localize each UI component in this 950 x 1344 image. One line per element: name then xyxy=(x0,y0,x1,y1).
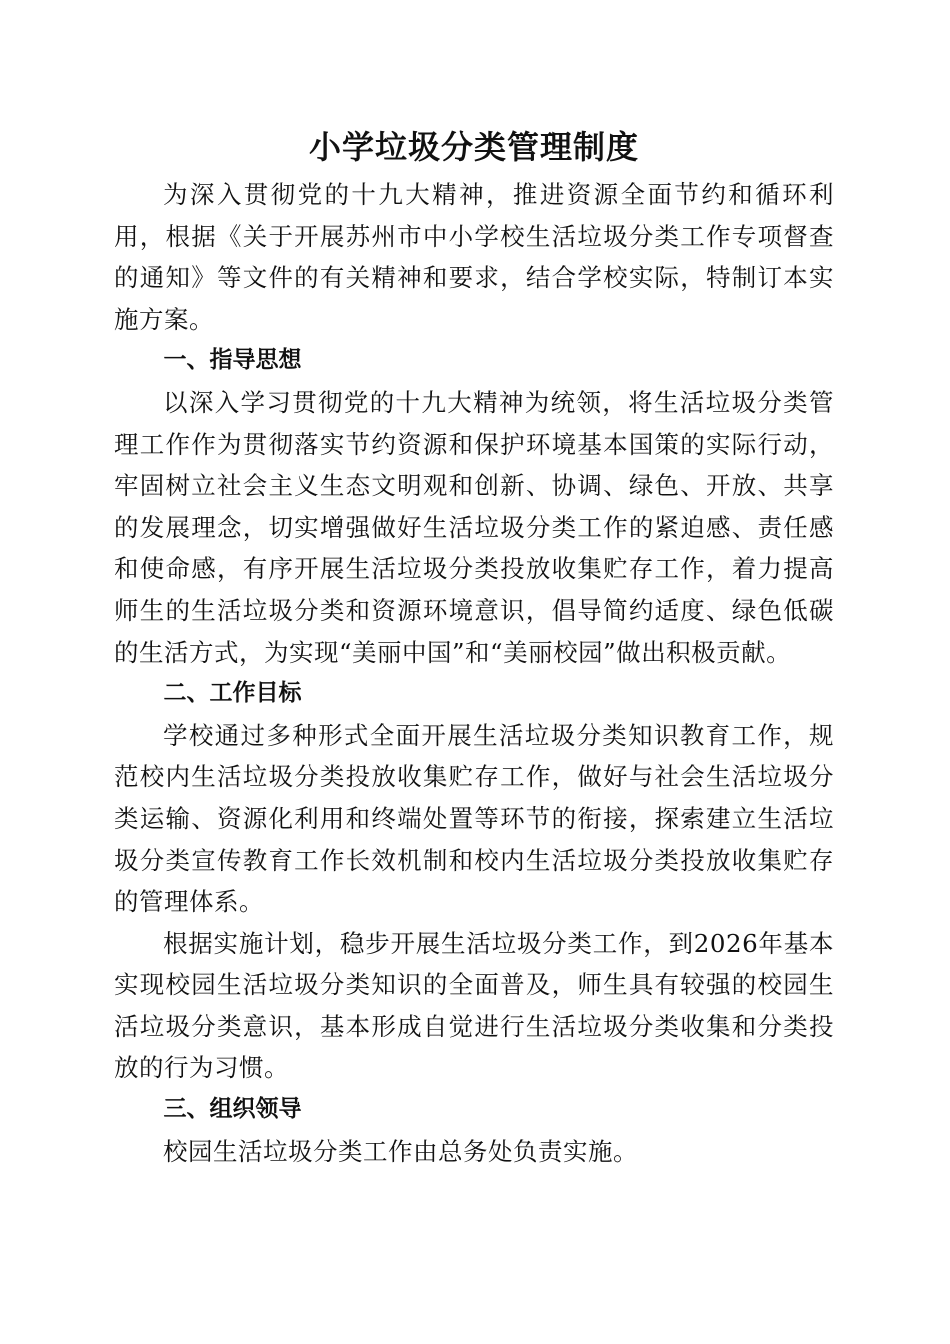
document-page xyxy=(114,122,834,1172)
section-heading: 三、组织领导 xyxy=(163,1096,302,1123)
section-paragraph: 学校通过多种形式全面开展生活垃圾分类知识教育工作，规范校内生活垃圾分类投放收集贮存工作，做好与社会生活垃圾分类运输、资源化利用和终端处置等环节的衔接，探索建立生活垃圾分类宣传教育工作长效机制和校内生活垃圾分类投放收集贮存的管理体系。 xyxy=(114,720,834,917)
section-paragraph: 根据实施计划，稳步开展生活垃圾分类工作，到2026年基本实现校园生活垃圾分类知识的全面普及，师生具有较强的校园生活垃圾分类意识，基本形成自觉进行生活垃圾分类收集和分类投放的行为习惯。 xyxy=(114,928,834,1083)
section-work-goals xyxy=(114,673,834,1089)
document-title: 小学垃圾分类管理制度 xyxy=(308,128,639,166)
section-paragraph: 校园生活垃圾分类工作由总务处负责实施。 xyxy=(163,1136,638,1166)
section-organization-leadership xyxy=(114,1089,834,1172)
section-guiding-ideology xyxy=(114,340,834,673)
section-paragraph: 以深入学习贯彻党的十九大精神为统领，将生活垃圾分类管理工作作为贯彻落实节约资源和保护环境基本国策的实际行动，牢固树立社会主义生态文明观和创新、协调、绿色、开放、共享的发展理念，切实增强做好生活垃圾分类工作的紧迫感、责任感和使命感，有序开展生活垃圾分类投放收集贮存工作，着力提高师生的生活垃圾分类和资源环境意识，倡导简约适度、绿色低碳的生活方式，为实现“美丽中国”和“美丽校园”做出积极贡献。 xyxy=(114,387,834,667)
section-heading: 二、工作目标 xyxy=(163,680,302,707)
intro-paragraph: 为深入贯彻党的十九大精神，推进资源全面节约和循环利用，根据《关于开展苏州市中小学校生活垃圾分类工作专项督查的通知》等文件的有关精神和要求，结合学校实际，特制订本实施方案。 xyxy=(114,180,834,334)
section-heading: 一、指导思想 xyxy=(163,347,302,374)
